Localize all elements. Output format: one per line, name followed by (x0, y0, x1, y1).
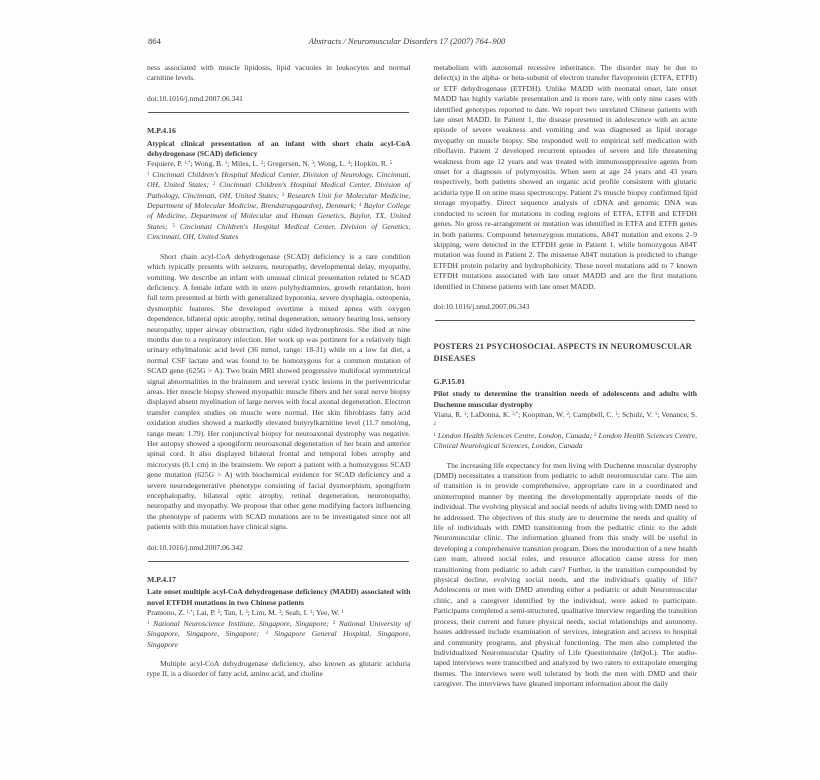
abstract-authors: Pramono, Z. $^{1,*}$; Lai, P. $^2$; Tan, I. $^3$; Lim, M. $^3$; Seah, I. $^1$; Yee, W. $^1$ (147, 608, 344, 618)
page-header (147, 36, 697, 48)
continuation-paragraph: ness associated with muscle lipidosis, lipid vacuoles in leukocytes and normal carnitine levels. (147, 63, 411, 83)
abstract-mp416 (147, 126, 411, 553)
abstract-id: M.P.4.17 (147, 575, 176, 585)
abstract-affiliations: $^1$ London Health Sciences Centre, London, Canada; $^2$ London Health Sciences Centre, Clinical Neurological Sciences, London, Canada (433, 430, 697, 451)
section-divider (148, 112, 409, 113)
left-column (147, 63, 411, 690)
abstract-id: M.P.4.16 (147, 126, 176, 136)
abstract-gp1501 (434, 377, 698, 690)
section-divider (148, 561, 409, 562)
doi-text: doi:10.1016/j.nmd.2007.06.343 (433, 301, 530, 311)
posters-section-heading: POSTERS 21 PSYCHOSOCIAL ASPECTS IN NEUROMUSCULAR DISEASES (433, 342, 692, 363)
continuation-paragraph: metabolism with autosomal recessive inheritance. The disorder may be due to defect(s) in the alpha- or beta-subunit of electron transfer flavoprotein (ETFA, ETFB) or ETF dehydrogenase (ETFDH). Unlike MADD with neonatal onset, late onset MADD has highly variable presentation and is more rare, with only nine cases with identified genotypes reported to date. We report two unrelated Chinese patients with late onset MADD. In Patient 1, the disease presented in adolescence with an acute episode of severe weakness and vomiting and was diagnosed as lipid storage myopathy on muscle biopsy. She responded well to empirical self medication with riboflavin. Patient 2 developed recurrent episodes of severe and life threatening weakness from age 12 years and was treated with immunosuppressive agents from onset for a diagnosis of polymyositis. When seen at age 24 years and 43 years respectively, both patients showed an organic acid profile consistent with glutaric aciduria type II on urine mass spectroscopy. Patient 2's muscle biopsy confirmed lipid storage myopathy. Direct sequence analysis of cDNA and genomic DNA was conducted to screen for mutations in coding regions of ETFA, ETFB and ETFDH genes. No gross re-arrangement or mutation was identified in ETFA and ETFB genes in both patients. Compound heterozygous mutations, A84T mutation and exons 2–9 skipping, were detected in the ETFDH gene in Patient 1, while homozygous A84T mutation was found in Patient 2. The missense A84T mutation is predicted to change ETFDH protein polarity and hydrophobicity. These novel mutations add to 7 known ETFDH mutations associated with late onset MADD and are the first mutations identified in Chinese patients with late onset MADD. (433, 63, 697, 291)
doi-text: doi:10.1016/j.nmd.2007.06.342 (147, 542, 243, 552)
abstract-body: Multiple acyl-CoA dehydrogenase deficiency, also known as glutaric aciduria type II, is a disorder of fatty acid, amino acid, and choline (147, 658, 411, 679)
abstract-title: Atypical clinical presentation of an infant with short chain acyl-CoA dehydrogenase (SCAD) deficiency (147, 138, 411, 159)
right-column (434, 63, 698, 690)
running-head: Abstracts / Neuromuscular Disorders 17 (2007) 764–900 (308, 36, 506, 46)
abstract-affiliations: $^1$ Cincinnati Children's Hospital Medical Center, Division of Neurology, Cincinnati, OH, United States; $^2$ Cincinnati Children's Hospital Medical Center, Division of Pathology, Cincinnati, OH, United States; $^3$ Research Unit for Molecular Medicine, Department of Molecular Medicine, Brendstrupgaardvej, Denmark; $^4$ Baylor College of Medicine, Department of Molecular and Human Genetics, Baylor, TX, United States; $^5$ Cincinnati Children's Hospital Medical Center, Division of Genetics, Cincinnati, OH, United States (147, 169, 411, 242)
abstract-title: Pilot study to determine the transition needs of adolescents and adults with Duchenne muscular dystrophy (433, 389, 697, 409)
two-column-layout (147, 63, 697, 690)
abstract-id: G.P.15.01 (433, 376, 466, 386)
section-divider (435, 320, 696, 321)
abstract-affiliations: $^1$ National Neuroscience Institute, Singapore, Singapore; $^2$ National University of Singapore, Singapore, Singapore; $^3$ Singapore General Hospital, Singapore, Singapore (147, 618, 411, 649)
abstract-authors: Viana, R. $^1$; LaDonna, K. $^{2,*}$; Koopman, W. $^2$; Campbell, C. $^1$; Schulz, V. $^1$; Venance, S. $^2$ (433, 409, 697, 428)
doi-text: doi:10.1016/j.nmd.2007.06.341 (147, 93, 243, 103)
abstract-body: Short chain acyl-CoA dehydrogenase (SCAD) deficiency is a rare condition which typically presents with seizures, neuropathy, developmental delay, myopathy, vomiting. We describe an infant with unusual clinical presentation related to SCAD deficiency. A female infant with in utero polyhydramnios, growth retardation, born full term presented at birth with generalized hypotonia, severe dysphagia, osteopenia, dysmorphic features. She developed overtime a mixed apnea with oxygen dependence, bilateral optic atrophy, retinal degeneration, sensory hearing loss, sensory neuropathy, upper airway obstruction, right sided hydronephrosis. She died at nine months due to a respiratory infection. Her work up was pertinent for a relatively high urinary ethylmalonic acid level (36 mmol, range: 18-31) while on a low fat diet, a normal CSF lactate and was found to be homozygous for a common mutation of SCAD gene (625G > A). Two brain MRI showed progressive multifocal symmetrical signal abnormalities in the brainstem and several cystic lesions in the periventricular areas. Her muscle biopsy showed myopathic muscle fibers and her sural nerve biopsy displayed absent myelination of large nerves with focal axonal degeneration. Electron transfer complex studies on muscle were normal. Her skin fibroblasts fatty acid oxidation studies showed a markedly elevated butyrylkarnitine level (11.7 nmol/mg, range mean: 1.79). Her conjunctival biopsy for neuroaxonal dystrophy was negative. Her autopsy showed a spongiform neuroaxonal degeneration of her brain and anterior spinal cord. It also displayed bilateral frontal and temporal lobes atrophy and microcysts (0.1 cm) in the brainstem. We report a patient with a homozygous SCAD gene mutation (625G > A) with biochemical evidence for SCAD deficiency and a severe neurodegenerative phenotype consisting of facial dysmorphism, spongiform encephalopathy, bilateral optic atrophy, retinal degeneration, neuronopathy, neuropathy and myopathy. We propose that other gene modifying factors influencing the phenotype of patients with SCAD mutations are to be investigated since not all patients with this mutation have clinical signs. (147, 251, 411, 532)
abstract-title: Late onset multiple acyl-CoA dehydrogenase deficiency (MADD) associated with novel ETFDH mutations in two Chinese patients (147, 587, 411, 607)
abstract-mp417 (147, 575, 411, 680)
page-number: 864 (148, 36, 161, 46)
abstract-body: The increasing life expectancy for men living with Duchenne muscular dystrophy (DMD) necessitates a transition from pediatric to adult neuromuscular care. The aim of transition is to provide comprehensive, appropriate care in a coordinated and uninterrupted manner by meeting the developmentally appropriate needs of the individual. The evolving physical and social needs of adults living with DMD need to be addressed. The objectives of this study are to determine the needs and quality of life of individuals with DMD transitioning from the pediatric clinic to the adult Neuromuscular clinic. The information gleaned from this study will be useful in developing a comprehensive transition program. Does the introduction of a new health care team, altered social roles, and resource allocation cause stress for men transitioning from pediatric to adult care? Further, is the transition compounded by physical decline, evolving social needs, and the individual's quality of life? Adolescents or men with DMD attending either a pediatric or adult Neuromuscular clinic, and a caregiver identified by the individual, were asked to participate. Participants completed a semi-structured, qualitative interview regarding the transition process, their current and future physical needs, social relationships and autonomy. Issues addressed include examination of services, integration and access to hospital and community programs, and physical functioning. The men also completed the Individualized Neuromuscular Quality of Life Questionnaire (InQoL). The audio-taped interviews were transcribed and analyzed by two raters to extrapolate emerging themes. The interviews were well tolerated by both the men with DMD and their caregiver. The interviews have gleaned important information about the daily (433, 460, 697, 689)
abstract-authors: Fequiere, P. $^{1,*}$; Wong, B. $^1$; Miles, L. $^2$; Gregersen, N. $^3$; Wong, L. $^4$; Hopkin, R. $^5$ (147, 159, 393, 169)
